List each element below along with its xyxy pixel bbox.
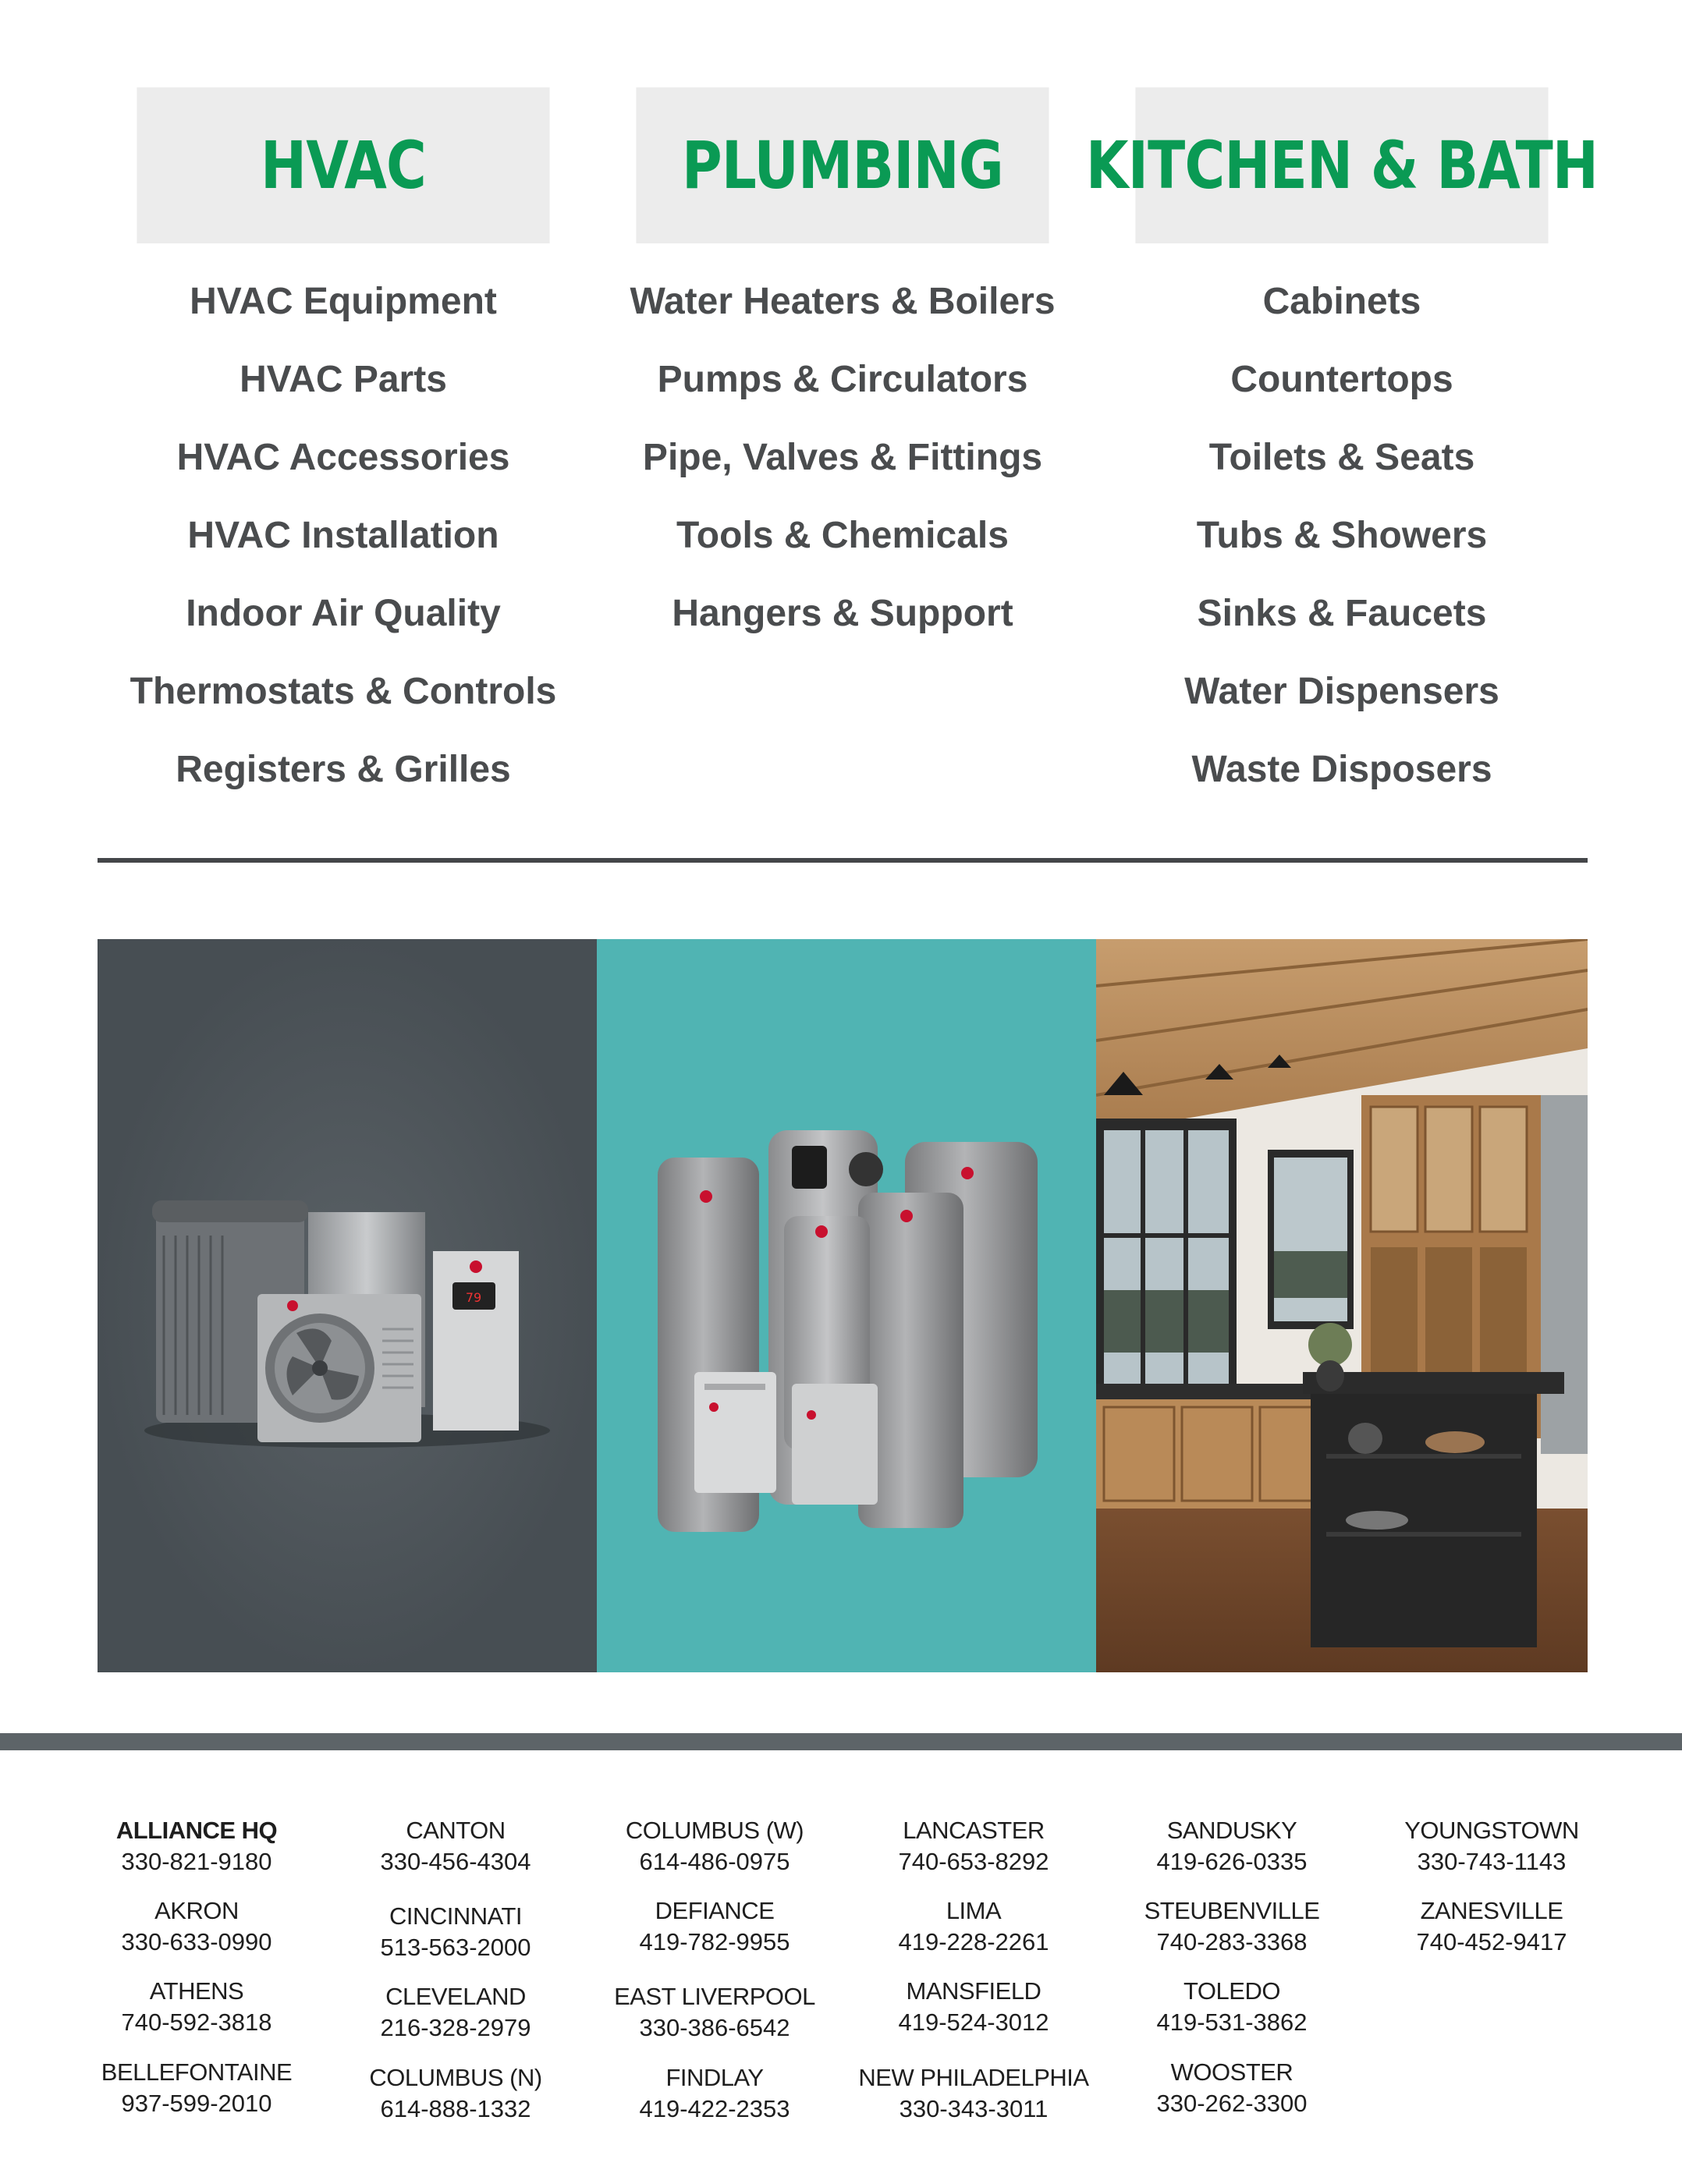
plumbing-item: Pumps & Circulators xyxy=(657,359,1028,400)
footer-band xyxy=(0,1733,1682,1750)
kitchen-bath-item: Water Dispensers xyxy=(1184,671,1499,712)
location-entry xyxy=(845,2062,1102,2125)
location-name: FINDLAY xyxy=(665,2064,764,2091)
location-name: WOOSTER xyxy=(1170,2058,1293,2086)
plumbing-list xyxy=(597,269,1088,659)
location-entry xyxy=(1103,1895,1361,1958)
kitchen-bath-item: Toilets & Seats xyxy=(1208,437,1475,478)
location-entry xyxy=(845,1815,1102,1877)
location-name: ALLIANCE HQ xyxy=(115,1817,278,1844)
location-phone: 513-563-2000 xyxy=(380,1934,531,1961)
location-name: EAST LIVERPOOL xyxy=(614,1983,815,2010)
location-entry xyxy=(327,1815,584,1877)
svg-text:79: 79 xyxy=(465,1290,482,1305)
location-entry xyxy=(1103,1815,1361,1877)
hvac-list xyxy=(98,269,589,815)
location-entry xyxy=(1103,2057,1361,2119)
location-entry xyxy=(586,1895,843,1958)
location-phone: 330-456-4304 xyxy=(380,1848,531,1875)
plumbing-item: Tools & Chemicals xyxy=(676,515,1009,556)
hvac-equipment-photo xyxy=(98,939,597,1672)
location-phone: 740-452-9417 xyxy=(1416,1928,1567,1955)
header-kitchen-bath: KITCHEN & BATH xyxy=(1085,127,1599,204)
hvac-item: Thermostats & Controls xyxy=(130,671,557,712)
location-phone: 419-531-3862 xyxy=(1156,2008,1308,2036)
location-name: DEFIANCE xyxy=(655,1897,775,1924)
location-name: AKRON xyxy=(154,1897,239,1924)
hvac-item: Indoor Air Quality xyxy=(186,593,501,634)
location-name: YOUNGSTOWN xyxy=(1404,1817,1579,1844)
water-heaters-photo xyxy=(597,939,1096,1672)
location-phone: 330-743-1143 xyxy=(1417,1848,1567,1875)
kitchen-interior-photo xyxy=(1096,939,1588,1672)
header-kitchen-bath-cell xyxy=(1085,87,1599,243)
location-entry xyxy=(586,2062,843,2125)
location-entry xyxy=(1103,1976,1361,2038)
location-phone: 419-626-0335 xyxy=(1156,1848,1308,1875)
location-phone: 419-422-2353 xyxy=(639,2095,790,2122)
hvac-item: HVAC Installation xyxy=(187,515,499,556)
location-name: NEW PHILADELPHIA xyxy=(858,2064,1089,2091)
location-entry xyxy=(327,2062,584,2125)
location-name: BELLEFONTAINE xyxy=(101,2058,293,2086)
location-phone: 330-633-0990 xyxy=(121,1928,272,1955)
location-entry xyxy=(586,1981,843,2044)
location-phone: 740-283-3368 xyxy=(1156,1928,1308,1955)
hvac-item: Registers & Grilles xyxy=(176,749,511,790)
location-name: CANTON xyxy=(406,1817,506,1844)
location-name: COLUMBUS (W) xyxy=(625,1817,804,1844)
location-name: COLUMBUS (N) xyxy=(369,2064,542,2091)
kitchen-bath-item: Cabinets xyxy=(1262,281,1421,322)
location-name: SANDUSKY xyxy=(1166,1817,1297,1844)
location-phone: 419-524-3012 xyxy=(898,2008,1049,2036)
location-entry xyxy=(68,1895,325,1958)
location-entry xyxy=(1363,1815,1620,1877)
location-entry xyxy=(586,1815,843,1877)
hvac-item: HVAC Equipment xyxy=(190,281,497,322)
category-headers xyxy=(98,87,1599,243)
location-name: MANSFIELD xyxy=(906,1977,1041,2005)
kitchen-bath-item: Countertops xyxy=(1230,359,1453,400)
header-hvac-cell xyxy=(137,87,549,243)
location-entry xyxy=(845,1976,1102,2038)
location-entry xyxy=(68,2057,325,2119)
location-phone: 330-386-6542 xyxy=(639,2014,790,2041)
kitchen-bath-list xyxy=(1096,269,1588,815)
location-phone: 330-262-3300 xyxy=(1156,2090,1308,2117)
kitchen-bath-item: Tubs & Showers xyxy=(1196,515,1488,556)
hvac-item: HVAC Parts xyxy=(240,359,447,400)
kitchen-bath-item: Waste Disposers xyxy=(1191,749,1492,790)
location-phone: 614-888-1332 xyxy=(380,2095,531,2122)
header-plumbing-cell xyxy=(636,87,1049,243)
section-divider xyxy=(98,858,1588,863)
kitchen-bath-item: Sinks & Faucets xyxy=(1197,593,1487,634)
plumbing-item: Water Heaters & Boilers xyxy=(630,281,1056,322)
location-entry xyxy=(845,1895,1102,1958)
header-plumbing: PLUMBING xyxy=(682,127,1003,204)
location-name: ATHENS xyxy=(149,1977,244,2005)
location-name: ZANESVILLE xyxy=(1420,1897,1563,1924)
plumbing-item: Pipe, Valves & Fittings xyxy=(642,437,1043,478)
location-name: CINCINNATI xyxy=(389,1902,523,1930)
location-name: TOLEDO xyxy=(1183,1977,1280,2005)
location-phone: 740-653-8292 xyxy=(898,1848,1049,1875)
location-entry xyxy=(327,1981,584,2044)
location-name: STEUBENVILLE xyxy=(1144,1897,1320,1924)
header-hvac: HVAC xyxy=(261,127,426,204)
location-entry xyxy=(327,1901,584,1963)
location-entry xyxy=(1363,1895,1620,1958)
location-phone: 330-343-3011 xyxy=(899,2095,1049,2122)
location-phone: 330-821-9180 xyxy=(121,1848,272,1875)
location-entry xyxy=(68,1976,325,2038)
hvac-item: HVAC Accessories xyxy=(176,437,510,478)
location-phone: 419-782-9955 xyxy=(639,1928,790,1955)
location-name: CLEVELAND xyxy=(385,1983,526,2010)
location-phone: 740-592-3818 xyxy=(121,2008,272,2036)
location-entry xyxy=(68,1815,325,1877)
location-name: LANCASTER xyxy=(903,1817,1045,1844)
location-phone: 614-486-0975 xyxy=(639,1848,790,1875)
location-name: LIMA xyxy=(946,1897,1002,1924)
location-phone: 216-328-2979 xyxy=(380,2014,531,2041)
location-phone: 937-599-2010 xyxy=(121,2090,272,2117)
plumbing-item: Hangers & Support xyxy=(672,593,1013,634)
location-phone: 419-228-2261 xyxy=(898,1928,1049,1955)
